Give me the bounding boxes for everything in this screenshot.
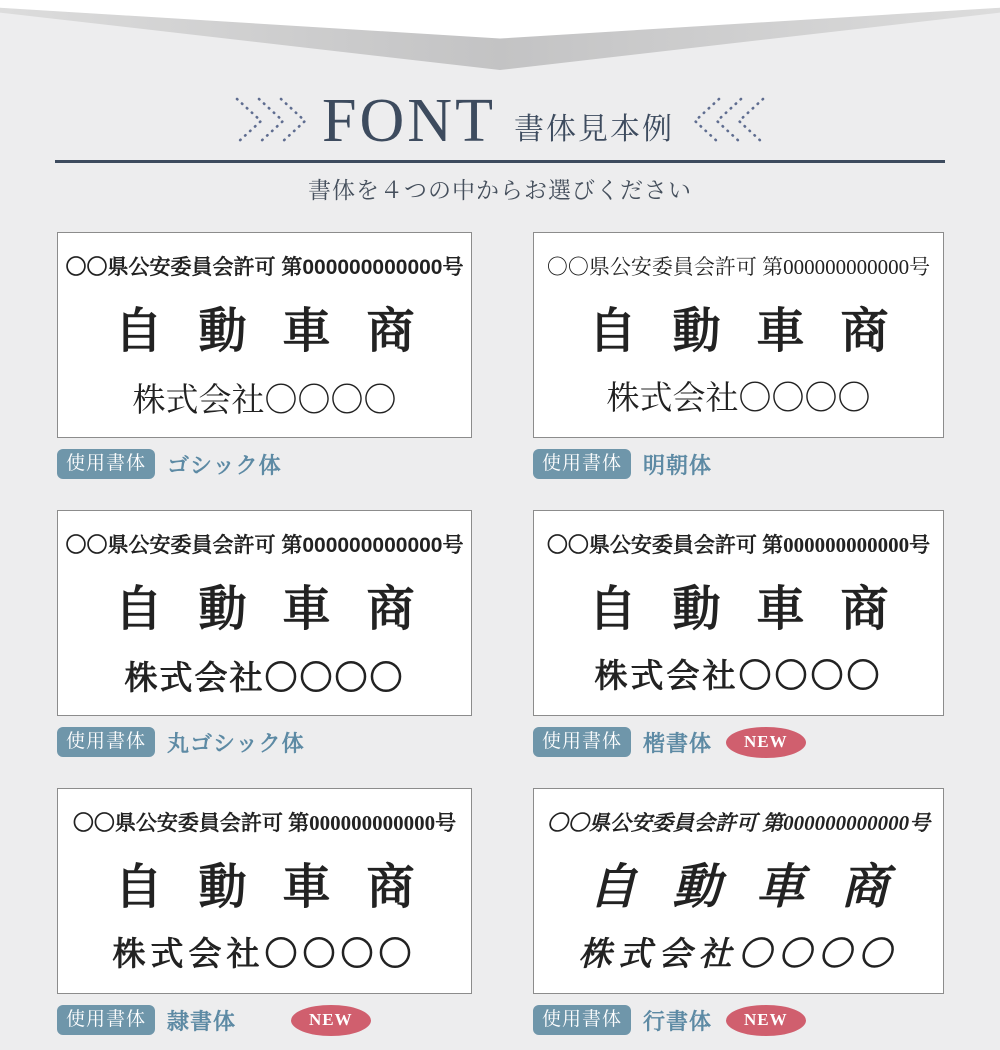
page-title-ja: 書体見本例 [513,113,674,146]
font-samples-grid [57,232,944,1035]
usage-badge: 使用書体 [57,1005,155,1035]
company-text: 株式会社〇〇〇〇 [112,937,417,973]
font-label-row [57,727,472,757]
plate-main-text: 自動車商 [114,305,451,358]
plate-main-text: 自動車商 [114,861,451,914]
company-text: 株式会社〇〇〇〇 [606,381,871,417]
font-name-label: 隷書体 [167,1008,237,1034]
plate-card [533,510,944,716]
usage-badge: 使用書体 [57,449,155,479]
dotted-chevrons-right-icon [232,92,312,150]
font-label-row [533,449,944,479]
font-name-label: ゴシック体 [167,452,282,478]
usage-badge: 使用書体 [533,727,631,757]
usage-badge: 使用書体 [533,449,631,479]
plate-card [533,788,944,994]
license-text: 〇〇県公安委員会許可 第000000000000号 [546,255,931,279]
usage-badge: 使用書体 [57,727,155,757]
plate-main-text: 自動車商 [588,861,925,914]
license-text: 〇〇県公安委員会許可 第000000000000号 [65,256,464,279]
new-badge: NEW [726,1005,806,1036]
company-text: 株式会社〇〇〇〇 [132,381,397,418]
new-badge: NEW [291,1005,371,1036]
font-name-label: 行書体 [643,1008,713,1034]
instruction-text: 書体を４つの中からお選びください [308,177,692,203]
plate-card [57,788,472,994]
font-name-label: 丸ゴシック体 [167,730,305,756]
font-sample-cell-kaisho [533,510,944,757]
plate-main-text: 自動車商 [588,583,925,636]
plate-card [57,510,472,716]
license-text: 〇〇県公安委員会許可 第000000000000号 [65,534,464,557]
plate-main-text: 自動車商 [588,305,925,358]
font-label-row [57,449,472,479]
font-name-label: 楷書体 [643,730,713,756]
font-sample-cell-gothic [57,232,472,479]
page-header [0,87,1000,155]
top-decoration [0,0,1000,70]
new-badge: NEW [726,727,806,758]
company-text: 株式会社〇〇〇〇 [594,659,883,695]
header-divider [55,160,945,163]
page-title: FONT [322,87,496,155]
license-text: 〇〇県公安委員会許可 第000000000000号 [546,533,931,557]
font-name-label: 明朝体 [643,452,713,478]
font-label-row [533,727,944,757]
font-sample-cell-reisho [57,788,472,1035]
license-text: 〇〇県公安委員会許可 第000000000000号 [72,811,457,835]
plate-card [533,232,944,438]
plate-main-text: 自動車商 [114,583,451,636]
font-sample-cell-mincho [533,232,944,479]
font-sample-cell-gyosho [533,788,944,1035]
font-label-row [533,1005,944,1035]
company-text: 株式会社〇〇〇〇 [124,659,405,696]
font-label-row [57,1005,472,1035]
company-text: 株式会社〇〇〇〇 [578,937,899,973]
plate-card [57,232,472,438]
dotted-chevrons-left-icon [688,92,768,150]
usage-badge: 使用書体 [533,1005,631,1035]
license-text: 〇〇県公安委員会許可 第000000000000号 [546,811,931,835]
font-sample-cell-maru [57,510,472,757]
